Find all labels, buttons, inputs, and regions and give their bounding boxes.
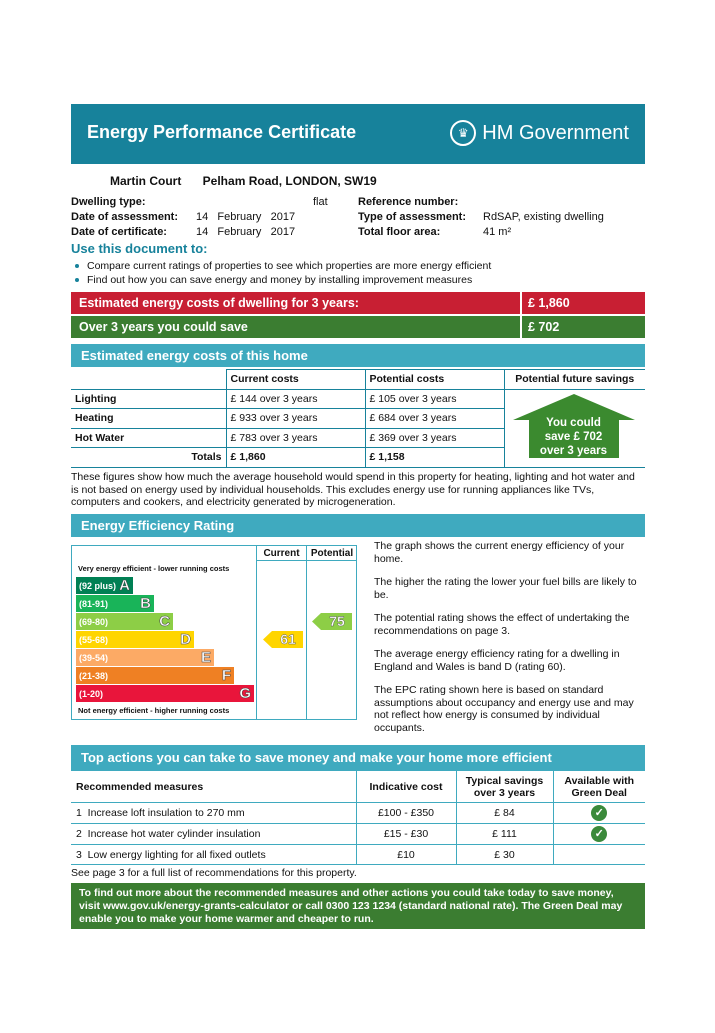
paragraph: The EPC rating shown here is based on standard assumptions about occupancy and energy use and may not reflect how energy is consumed by individual occupants.	[374, 684, 634, 734]
col-cost: Indicative cost	[356, 771, 456, 803]
crest-icon: ♛	[450, 120, 476, 146]
savings-bar	[71, 316, 645, 338]
totals-row: Totals £ 1,860 £ 1,158	[71, 448, 645, 468]
table-header-row	[71, 370, 645, 390]
savings-arrow-text: You could save £ 702 over 3 years	[539, 416, 608, 457]
divider	[256, 546, 257, 719]
estimated-costs-label: Estimated energy costs of dwelling for 3 years:	[79, 296, 359, 310]
col-potential-costs: Potential costs	[365, 370, 504, 390]
divider	[306, 546, 307, 719]
costs-note: These figures show how much the average household would spend in this property for heating, lighting and hot water and is not based on energy used by individual households. This excludes energy use for running appliances like TVs, computers and cookers, and electricity generated by microgeneration.	[71, 471, 635, 508]
band-a: (92 plus) A	[76, 577, 133, 594]
detail-row: Dwelling type: flat	[71, 196, 328, 208]
paragraph: The average energy efficiency rating for a dwelling in England and Wales is band D (rating 60).	[374, 648, 620, 673]
address-line2: Pelham Road, LONDON, SW19	[202, 174, 377, 188]
col-green-deal: Available with Green Deal	[553, 771, 645, 803]
band-c: (69-80) C	[76, 613, 173, 630]
col-current-costs: Current costs	[226, 370, 365, 390]
paragraph: The potential rating shows the effect of undertaking the recommendations on page 3.	[374, 612, 630, 637]
savings-value: £ 702	[520, 316, 645, 338]
paragraph: The graph shows the current energy efficiency of your home.	[374, 540, 625, 565]
certificate-header	[71, 104, 645, 164]
use-doc-heading: Use this document to:	[71, 241, 208, 256]
table-row: Heating £ 933 over 3 years £ 684 over 3 years	[71, 409, 645, 429]
savings-label: Over 3 years you could save	[79, 320, 248, 334]
page-title: Energy Performance Certificate	[87, 122, 357, 142]
table-row: 3 Low energy lighting for all fixed outlets £10 £ 30	[71, 845, 645, 865]
bottom-note: Not energy efficient - higher running costs	[78, 706, 230, 715]
footer-info-box: To find out more about the recommended measures and other actions you could take today to save money, visit www.gov.uk/energy-grants-calculator or call 0300 123 1234 (standard national rate). The Green Deal may enable you to make your home warmer and cheaper to run.	[71, 883, 645, 929]
actions-section-heading: Top actions you can take to save money and make your home more efficient	[71, 745, 645, 770]
green-deal-check-icon: ✓	[591, 805, 607, 821]
list-item: Find out how you can save energy and money by installing improvement measures	[71, 274, 491, 286]
detail-row: Date of assessment: 14 February 2017	[71, 211, 296, 223]
divider	[257, 560, 357, 561]
gov-label: HM Government	[482, 121, 629, 144]
col-potential: Potential	[310, 548, 354, 559]
potential-rating-value: 75	[329, 613, 345, 629]
estimated-costs-bar	[71, 292, 645, 314]
rating-chart	[71, 545, 357, 720]
band-e: (39-54) E	[76, 649, 214, 666]
band-g: (1-20) G	[76, 685, 254, 702]
hm-government-logo	[450, 120, 629, 146]
col-measures: Recommended measures	[71, 771, 356, 803]
empty-header	[71, 370, 226, 390]
property-address	[110, 174, 395, 188]
table-row: Hot Water £ 783 over 3 years £ 369 over 3 years	[71, 428, 645, 448]
band-d: (55-68) D	[76, 631, 194, 648]
address-line1: Martin Court	[110, 174, 182, 188]
table-row: 2 Increase hot water cylinder insulation £15 - £30 £ 111 ✓	[71, 824, 645, 845]
detail-row: Date of certificate: 14 February 2017	[71, 226, 296, 238]
band-b: (81-91) B	[76, 595, 154, 612]
use-doc-list	[71, 260, 491, 288]
band-f: (21-38) F	[76, 667, 234, 684]
costs-table	[71, 369, 645, 468]
table-row: Lighting £ 144 over 3 years £ 105 over 3 years You could save £ 702 over 3 years	[71, 389, 645, 409]
savings-arrow-cell	[504, 389, 645, 467]
rating-section-heading: Energy Efficiency Rating	[71, 514, 645, 537]
actions-table	[71, 770, 645, 865]
col-future-savings: Potential future savings	[504, 370, 645, 390]
details-right	[358, 195, 604, 240]
current-rating-value: 61	[280, 631, 296, 647]
list-item: Compare current ratings of properties to see which properties are more energy efficient	[71, 260, 491, 272]
top-note: Very energy efficient - lower running costs	[78, 564, 230, 573]
green-deal-check-icon: ✓	[591, 826, 607, 842]
detail-row: Total floor area: 41 m²	[358, 226, 512, 238]
table-header-row	[71, 771, 645, 803]
see-page-note: See page 3 for a full list of recommendations for this property.	[71, 867, 357, 879]
detail-row: Type of assessment: RdSAP, existing dwelling	[358, 211, 604, 223]
costs-section-heading: Estimated energy costs of this home	[71, 344, 645, 367]
col-savings: Typical savings over 3 years	[456, 771, 553, 803]
col-current: Current	[263, 548, 300, 559]
table-row: 1 Increase loft insulation to 270 mm £100 - £350 £ 84 ✓	[71, 803, 645, 824]
estimated-costs-value: £ 1,860	[520, 292, 645, 314]
rating-explanation	[374, 540, 646, 734]
details-left	[71, 195, 328, 240]
paragraph: The higher the rating the lower your fuel bills are likely to be.	[374, 576, 637, 601]
detail-row: Reference number:	[358, 196, 459, 208]
